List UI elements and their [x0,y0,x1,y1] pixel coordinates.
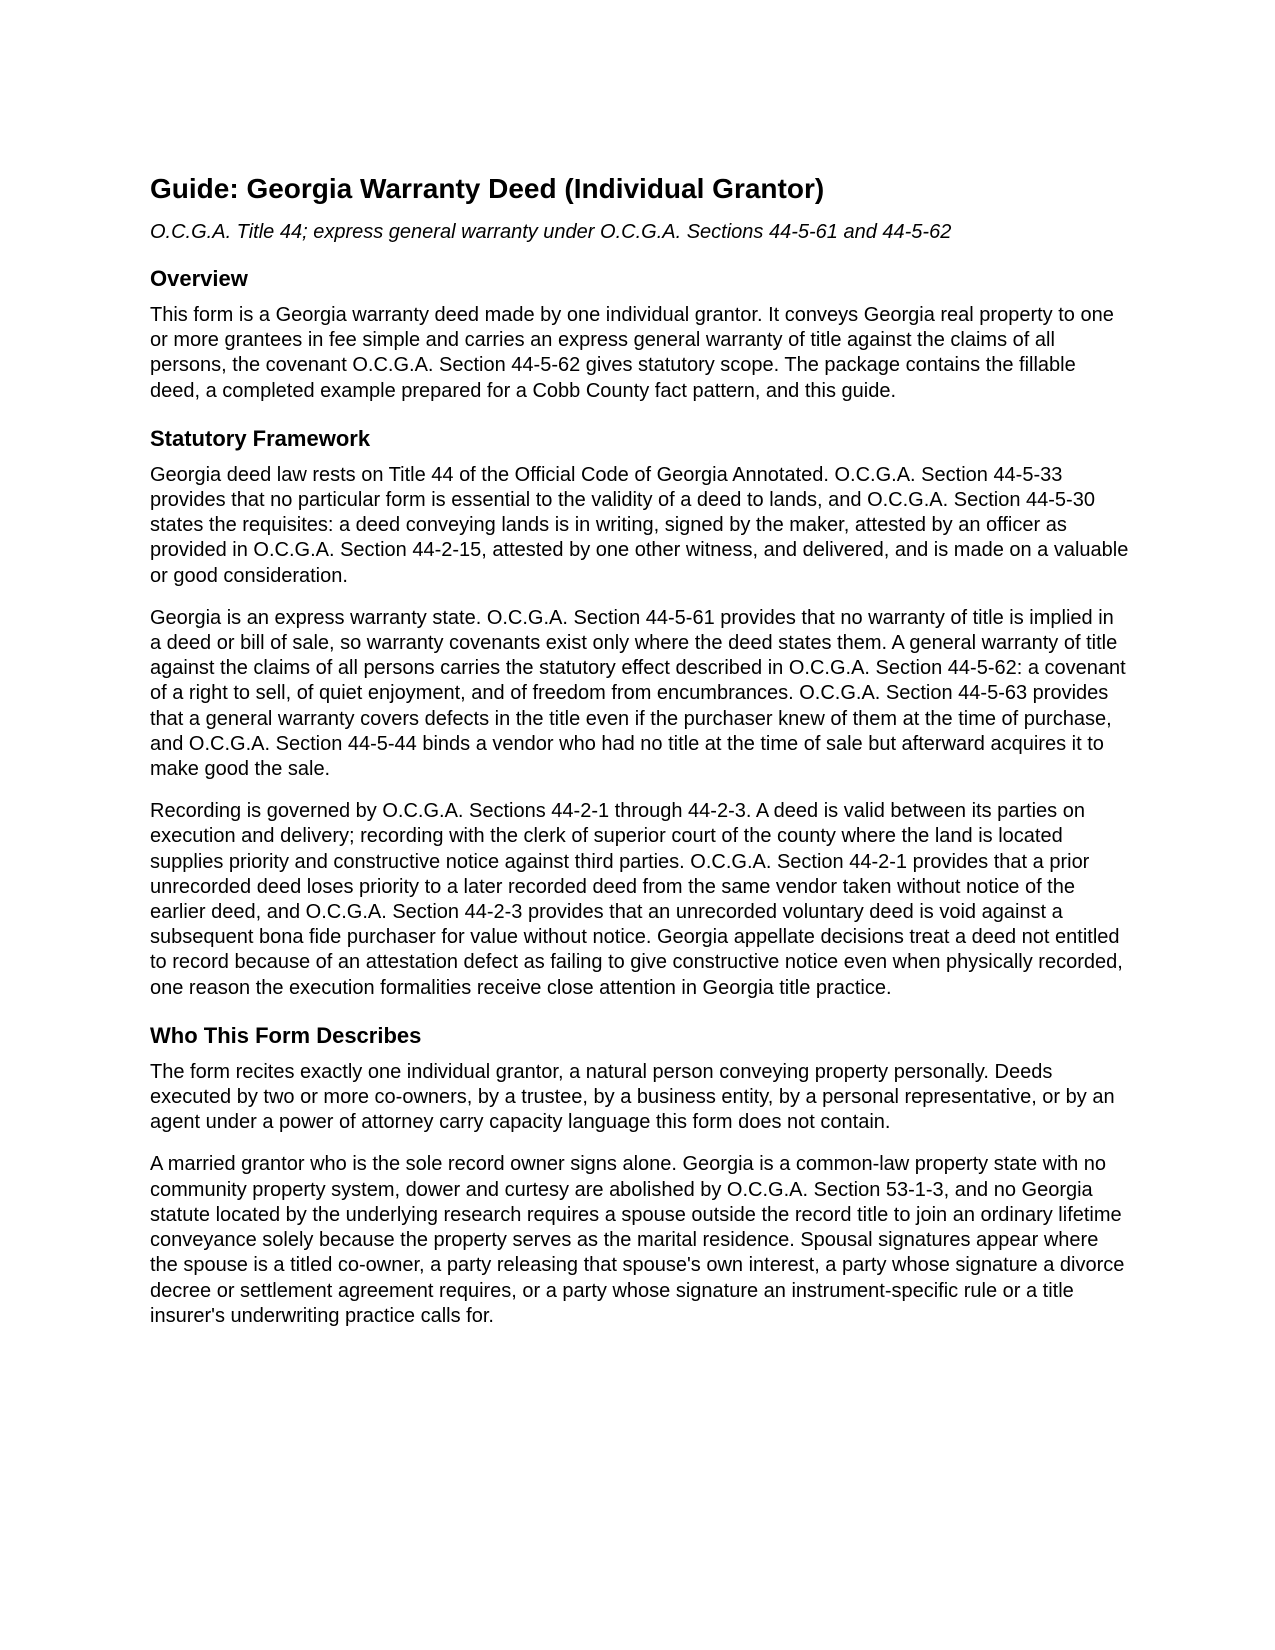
overview-paragraph: This form is a Georgia warranty deed made by one individual grantor. It conveys Georgia real property to one or more grantees in fee simple and carries an express general warranty of title against the claims of all persons, the covenant O.C.G.A. Section 44-5-62 gives statutory scope. The package contains the fillable deed, a completed example prepared for a Cobb County fact pattern, and this guide. [150,304,1114,402]
section-heading-overview: Overview [150,266,248,291]
document-subtitle: O.C.G.A. Title 44; express general warranty under O.C.G.A. Sections 44-5-61 and 44-5-62 [150,221,952,243]
describes-paragraph-2: A married grantor who is the sole record owner signs alone. Georgia is a common-law property state with no community property system, dower and curtesy are abolished by O.C.G.A. Section 53-1-3, and no Georgia statute located by the underlying research requires a spouse outside the record title to join an ordinary lifetime conveyance solely because the property serves as the marital residence. Spousal signatures appear where the spouse is a titled co-owner, a party releasing that spouse's own interest, a party whose signature a divorce decree or settlement agreement requires, or a party whose signature an instrument-specific rule or a title insurer's underwriting practice calls for. [150,1153,1125,1327]
describes-paragraph-1: The form recites exactly one individual grantor, a natural person conveying property personally. Deeds executed by two or more co-owners, by a trustee, by a business entity, by a personal representative, or by an agent under a power of attorney carry capacity language this form does not contain. [150,1060,1115,1134]
section-heading-who-this-form-describes: Who This Form Describes [150,1022,422,1048]
document-title: Guide: Georgia Warranty Deed (Individual Grantor) [150,173,825,204]
statutory-paragraph-1: Georgia deed law rests on Title 44 of the Official Code of Georgia Annotated. O.C.G.A. Section 44-5-33 provides that no particular form is essential to the validity of a deed to lands, and O.C.G.A. Section 44-5-30 states the requisites: a deed conveying lands is in writing, signed by the maker, attested by an officer as provided in O.C.G.A. Section 44-2-15, attested by one other witness, and delivered, and is made on a valuable or good consideration. [150,463,1129,587]
statutory-paragraph-3: Recording is governed by O.C.G.A. Sections 44-2-1 through 44-2-3. A deed is valid between its parties on execution and delivery; recording with the clerk of superior court of the county where the land is located supplies priority and constructive notice against third parties. O.C.G.A. Section 44-2-1 provides that a prior unrecorded deed loses priority to a later recorded deed from the same vendor taken without notice of the earlier deed, and O.C.G.A. Section 44-2-3 provides that an unrecorded voluntary deed is void against a subsequent bona fide purchaser for value without notice. Georgia appellate decisions treat a deed not entitled to record because of an attestation defect as failing to give constructive notice even when physically recorded, one reason the execution formalities receive close attention in Georgia title practice. [150,800,1123,999]
statutory-paragraph-2: Georgia is an express warranty state. O.C.G.A. Section 44-5-61 provides that no warranty of title is implied in a deed or bill of sale, so warranty covenants exist only where the deed states them. A general warranty of title against the claims of all persons carries the statutory effect described in O.C.G.A. Section 44-5-62: a covenant of a right to sell, of quiet enjoyment, and of freedom from encumbrances. O.C.G.A. Section 44-5-63 provides that a general warranty covers defects in the title even if the purchaser knew of them at the time of purchase, and O.C.G.A. Section 44-5-44 binds a vendor who had no title at the time of sale but afterward acquires it to make good the sale. [150,606,1126,781]
section-heading-statutory-framework: Statutory Framework [150,425,371,451]
document-page [150,150,1130,1329]
